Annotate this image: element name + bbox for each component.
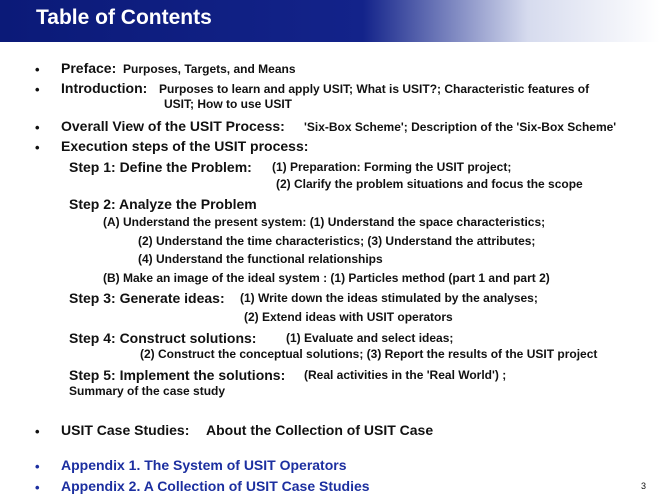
step2-a1: (A) Understand the present system: (1) Understand the space characteristics; xyxy=(103,215,546,229)
page-title: Table of Contents xyxy=(36,6,212,29)
bullet: • xyxy=(35,424,40,439)
step1-line1: (1) Preparation: Forming the USIT project; xyxy=(272,160,512,174)
case-studies-label: USIT Case Studies: xyxy=(61,422,190,438)
step2-a2: (2) Understand the time characteristics; (3) Understand the attributes; xyxy=(138,234,536,248)
page-number: 3 xyxy=(641,481,647,491)
bullet: • xyxy=(35,82,40,97)
bullet: • xyxy=(35,459,40,474)
appendix-2: Appendix 2. A Collection of USIT Case Studies xyxy=(61,478,370,494)
preface-desc: Purposes, Targets, and Means xyxy=(123,62,296,76)
step5-label: Step 5: Implement the solutions: xyxy=(69,367,286,383)
introduction-desc-cont: USIT; How to use USIT xyxy=(164,97,293,111)
case-studies-desc: About the Collection of USIT Case xyxy=(206,422,434,438)
step2-label: Step 2: Analyze the Problem xyxy=(69,196,257,212)
overall-view-desc: 'Six-Box Scheme'; Description of the 'Six-Box Scheme' xyxy=(304,120,617,134)
appendix-1: Appendix 1. The System of USIT Operators xyxy=(61,457,347,473)
step1-line2: (2) Clarify the problem situations and focus the scope xyxy=(276,177,583,191)
step2-a3: (4) Understand the functional relationships xyxy=(138,252,383,266)
preface-label: Preface: xyxy=(61,60,117,76)
step2-b1: (B) Make an image of the ideal system : (1) Particles method (part 1 and part 2) xyxy=(103,271,550,285)
bullet: • xyxy=(35,120,40,135)
bullet: • xyxy=(35,480,40,495)
overall-view-label: Overall View of the USIT Process: xyxy=(61,118,285,134)
bullet: • xyxy=(35,140,40,155)
step4-label: Step 4: Construct solutions: xyxy=(69,330,257,346)
step3-line1: (1) Write down the ideas stimulated by the analyses; xyxy=(240,291,538,305)
step3-label: Step 3: Generate ideas: xyxy=(69,290,225,306)
step4-line1: (1) Evaluate and select ideas; xyxy=(286,331,454,345)
execution-steps-label: Execution steps of the USIT process: xyxy=(61,138,309,154)
step3-line2: (2) Extend ideas with USIT operators xyxy=(244,310,453,324)
bullet: • xyxy=(35,62,40,77)
title-bar xyxy=(0,0,660,42)
step5-line2: Summary of the case study xyxy=(69,384,226,398)
introduction-desc: Purposes to learn and apply USIT; What is USIT?; Characteristic features of xyxy=(159,82,590,96)
step1-label: Step 1: Define the Problem: xyxy=(69,159,252,175)
introduction-label: Introduction: xyxy=(61,80,148,96)
step5-line1: (Real activities in the 'Real World') ; xyxy=(304,368,507,382)
step4-line2: (2) Construct the conceptual solutions; (3) Report the results of the USIT project xyxy=(140,347,598,361)
